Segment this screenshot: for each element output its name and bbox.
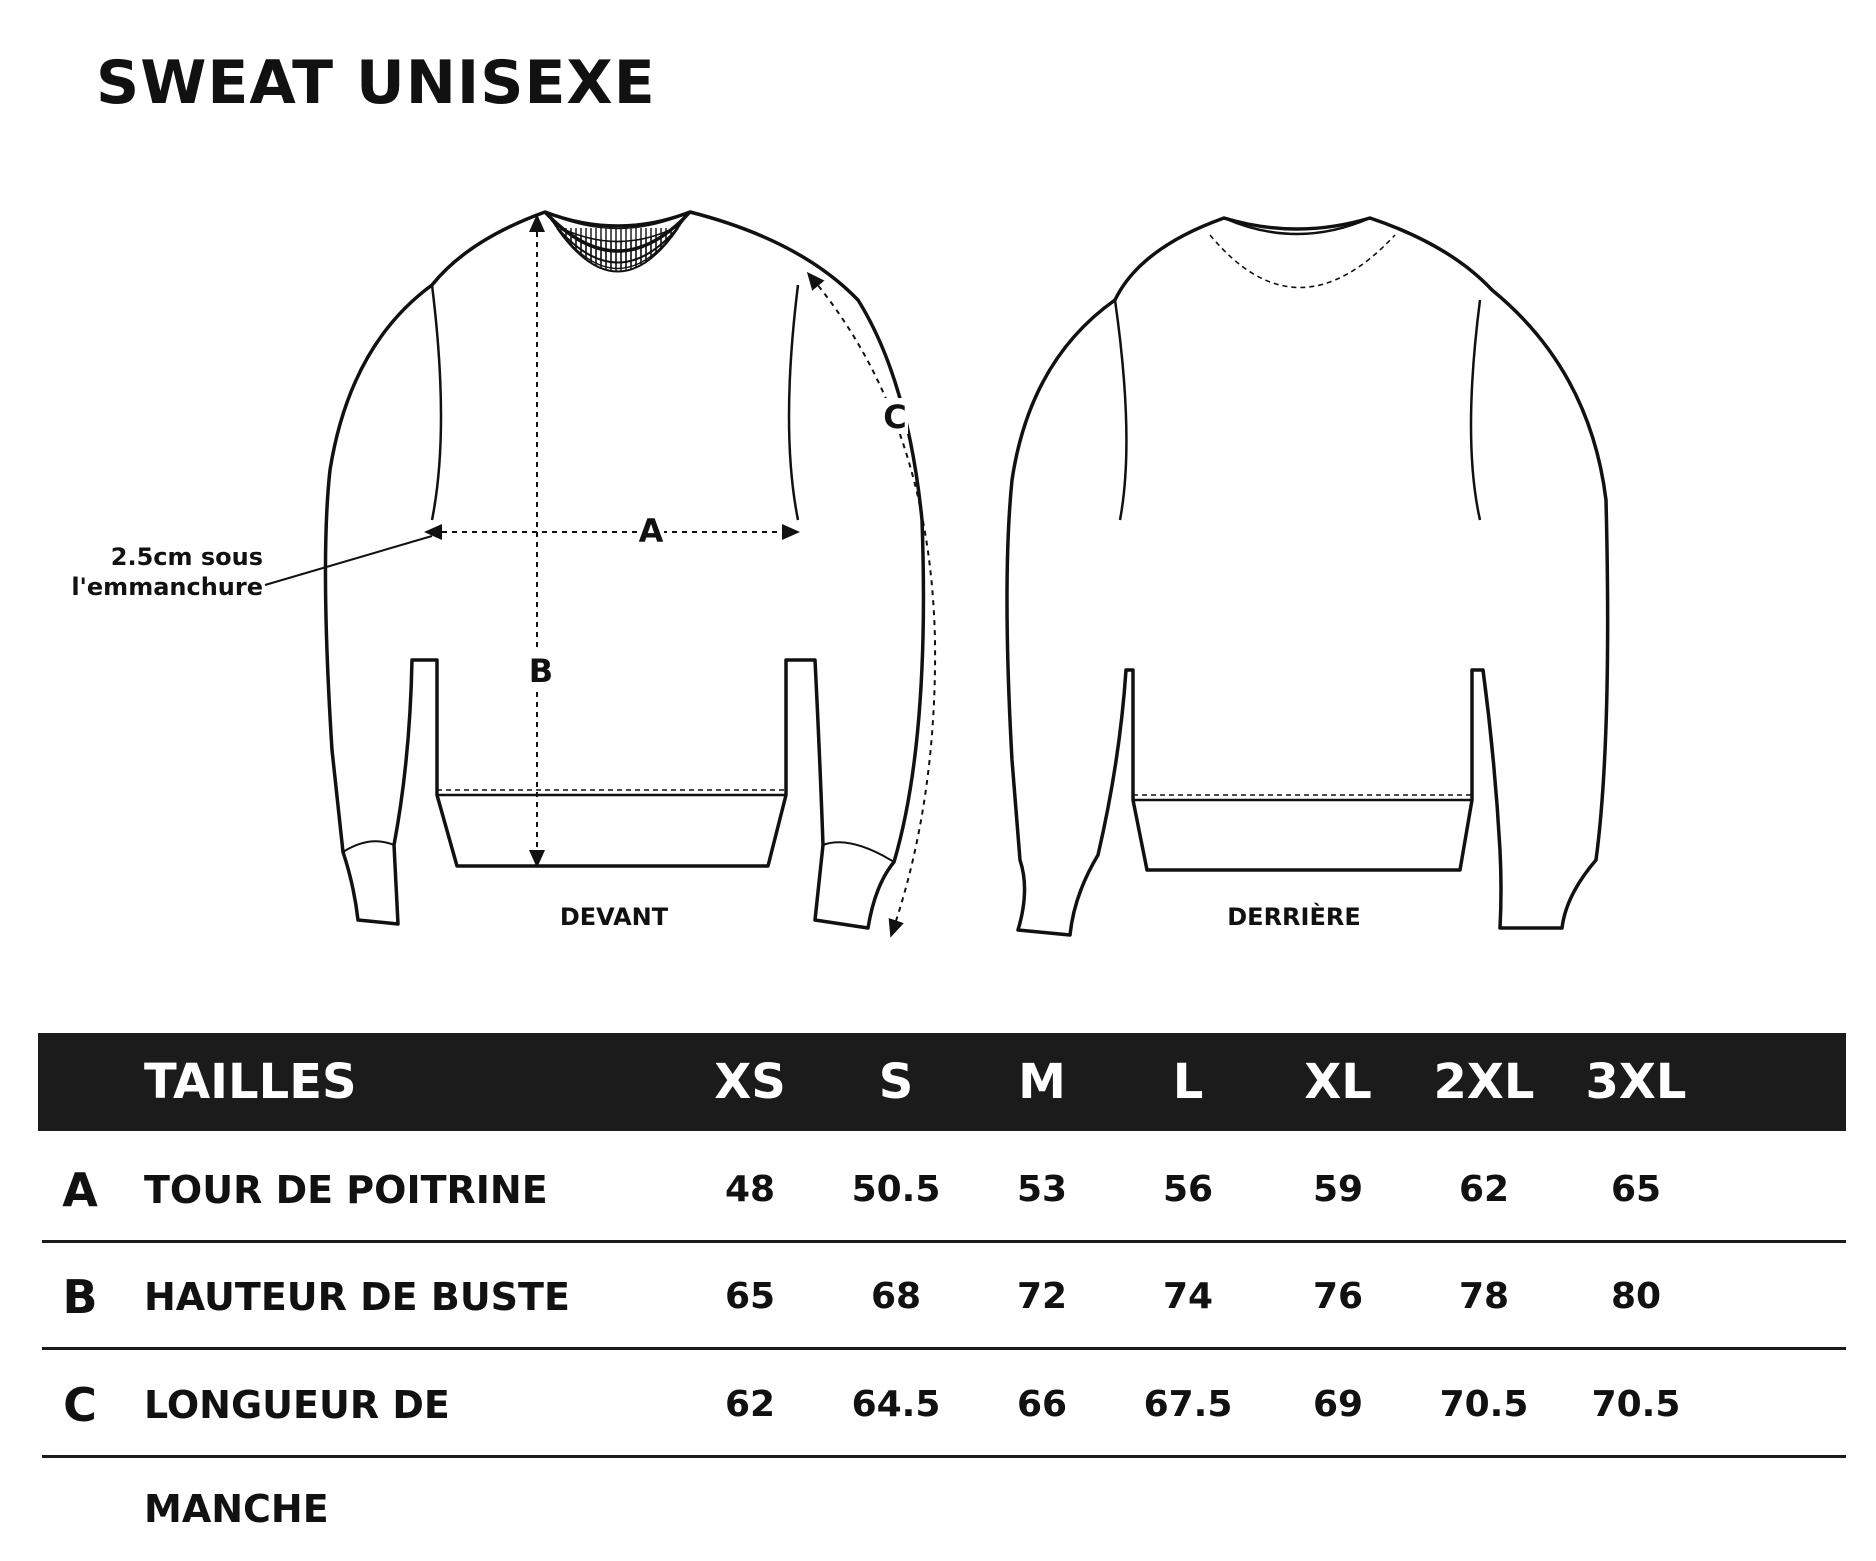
measurement-lines [432, 222, 935, 930]
row-divider [42, 1455, 1846, 1458]
front-sweatshirt [325, 212, 923, 928]
table-row [0, 1353, 1876, 1531]
marker-b: B [528, 652, 554, 690]
size-m: M [1018, 1054, 1066, 1110]
note-line-2: l'emmanchure [71, 573, 263, 601]
back-sweatshirt [1007, 218, 1608, 935]
table-cell: 67.5 [1143, 1384, 1233, 1425]
front-caption: DEVANT [559, 903, 669, 931]
table-cell: 78 [1458, 1276, 1510, 1317]
marker-a: A [638, 512, 664, 550]
table-cell: 53 [1016, 1169, 1068, 1210]
table-cell: 59 [1312, 1169, 1364, 1210]
row-label: HAUTEUR DE BUSTE [144, 1275, 570, 1319]
table-cell: 70.5 [1591, 1384, 1681, 1425]
size-xl: XL [1304, 1054, 1372, 1110]
table-cell: 69 [1312, 1384, 1364, 1425]
row-divider [42, 1240, 1846, 1243]
table-cell: 65 [724, 1276, 776, 1317]
table-cell: 50.5 [851, 1169, 941, 1210]
table-cell: 64.5 [851, 1384, 941, 1425]
size-s: S [878, 1054, 914, 1110]
sleeve-arrow-c [812, 278, 935, 930]
row-letter: C [63, 1378, 97, 1432]
size-2xl: 2XL [1433, 1054, 1535, 1110]
note-line-1: 2.5cm sous [110, 543, 263, 571]
size-3xl: 3XL [1585, 1054, 1687, 1110]
row-letter: A [62, 1163, 98, 1217]
table-cell: 56 [1162, 1169, 1214, 1210]
front-collar [557, 228, 678, 272]
tailles-header: TAILLES [144, 1054, 357, 1110]
back-caption: DERRIÈRE [1227, 903, 1361, 931]
row-label: LONGUEUR DE MANCHE [144, 1383, 450, 1531]
note-leader-line [265, 536, 432, 585]
table-row [0, 1245, 1876, 1349]
marker-c: C [883, 398, 907, 436]
page-title: SWEAT UNISEXE [96, 48, 656, 118]
row-divider [42, 1347, 1846, 1350]
size-xs: XS [714, 1054, 786, 1110]
table-row [0, 1138, 1876, 1242]
row-letter: B [62, 1270, 98, 1324]
sweatshirt-diagram [0, 160, 1876, 960]
table-cell: 65 [1610, 1169, 1662, 1210]
table-cell: 66 [1016, 1384, 1068, 1425]
table-cell: 48 [724, 1169, 776, 1210]
table-cell: 62 [724, 1384, 776, 1425]
table-cell: 76 [1312, 1276, 1364, 1317]
table-cell: 68 [870, 1276, 922, 1317]
size-l: L [1172, 1054, 1204, 1110]
size-table-header [38, 1033, 1846, 1131]
table-cell: 72 [1016, 1276, 1068, 1317]
table-cell: 74 [1162, 1276, 1214, 1317]
table-cell: 70.5 [1439, 1384, 1529, 1425]
table-cell: 80 [1610, 1276, 1662, 1317]
table-cell: 62 [1458, 1169, 1510, 1210]
row-label: TOUR DE POITRINE [144, 1168, 548, 1212]
